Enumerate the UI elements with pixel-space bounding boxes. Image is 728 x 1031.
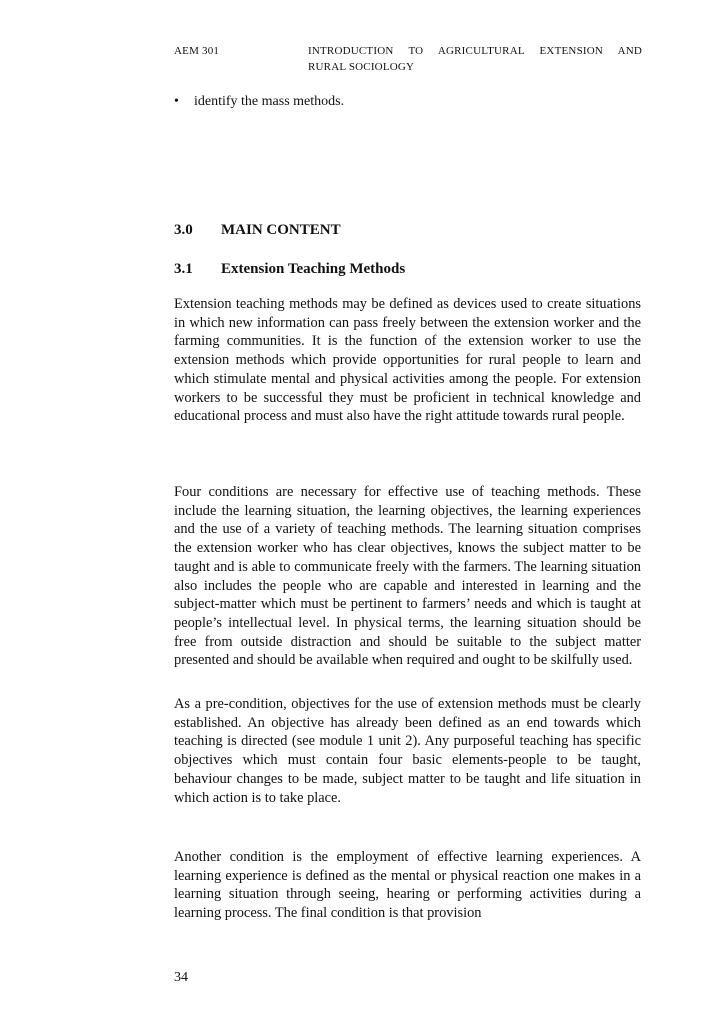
objective-bullet-item <box>174 92 344 112</box>
section-title: MAIN CONTENT <box>221 222 341 238</box>
course-title <box>308 43 642 75</box>
subsection-title: Extension Teaching Methods <box>221 261 406 277</box>
subsection-number: 3.1 <box>174 261 193 277</box>
paragraph-2: Four conditions are necessary for effective use of teaching methods. These include the learning situation, the learning objectives, the learning experiences and the use of a variety of teaching methods. The learning situation comprises the extension worker who has clear objectives, knows the subject matter to be taught and is able to communicate freely with the farmers. The learning situation also includes the people who are capable and interested in learning and the subject-matter which must be pertinent to farmers’ needs and which is taught at people’s intellectual level. In physical terms, the learning situation should be free from outside distraction and should be suitable to the subject matter presented and should be available when required and ought to be skilfully used. <box>174 484 641 669</box>
bullet-icon: • <box>174 94 179 109</box>
bullet-text: identify the mass methods. <box>194 94 345 109</box>
course-title-line-2: RURAL SOCIOLOGY <box>308 61 415 73</box>
subsection-heading-extension-teaching-methods <box>174 259 405 279</box>
course-title-line-1: INTRODUCTION TO AGRICULTURAL EXTENSION AND <box>308 45 642 57</box>
paragraph-4: Another condition is the employment of effective learning experiences. A learning experience is defined as the mental or physical reaction one makes in a learning situation through seeing, hearing or performing activities during a learning process. The final condition is that provision <box>174 849 641 922</box>
page-number: 34 <box>174 970 188 985</box>
section-heading-main-content <box>174 220 341 240</box>
course-code: AEM 301 <box>174 45 220 57</box>
section-number: 3.0 <box>174 222 193 238</box>
paragraph-1: Extension teaching methods may be defined as devices used to create situations in which new information can pass freely between the extension worker and the farming communities. It is the function of the extension worker to use the extension methods which provide opportunities for rural people to learn and which stimulate mental and physical activities among the people. For extension workers to be successful they must be proficient in technical knowledge and educational process and must also have the right attitude towards rural people. <box>174 296 641 425</box>
paragraph-3: As a pre-condition, objectives for the use of extension methods must be clearly established. An objective has already been defined as an end towards which teaching is directed (see module 1 unit 2). Any purposeful teaching has specific objectives which must contain four basic elements-people to be taught, behaviour changes to be made, subject matter to be taught and life situation in which action is to take place. <box>174 696 641 806</box>
